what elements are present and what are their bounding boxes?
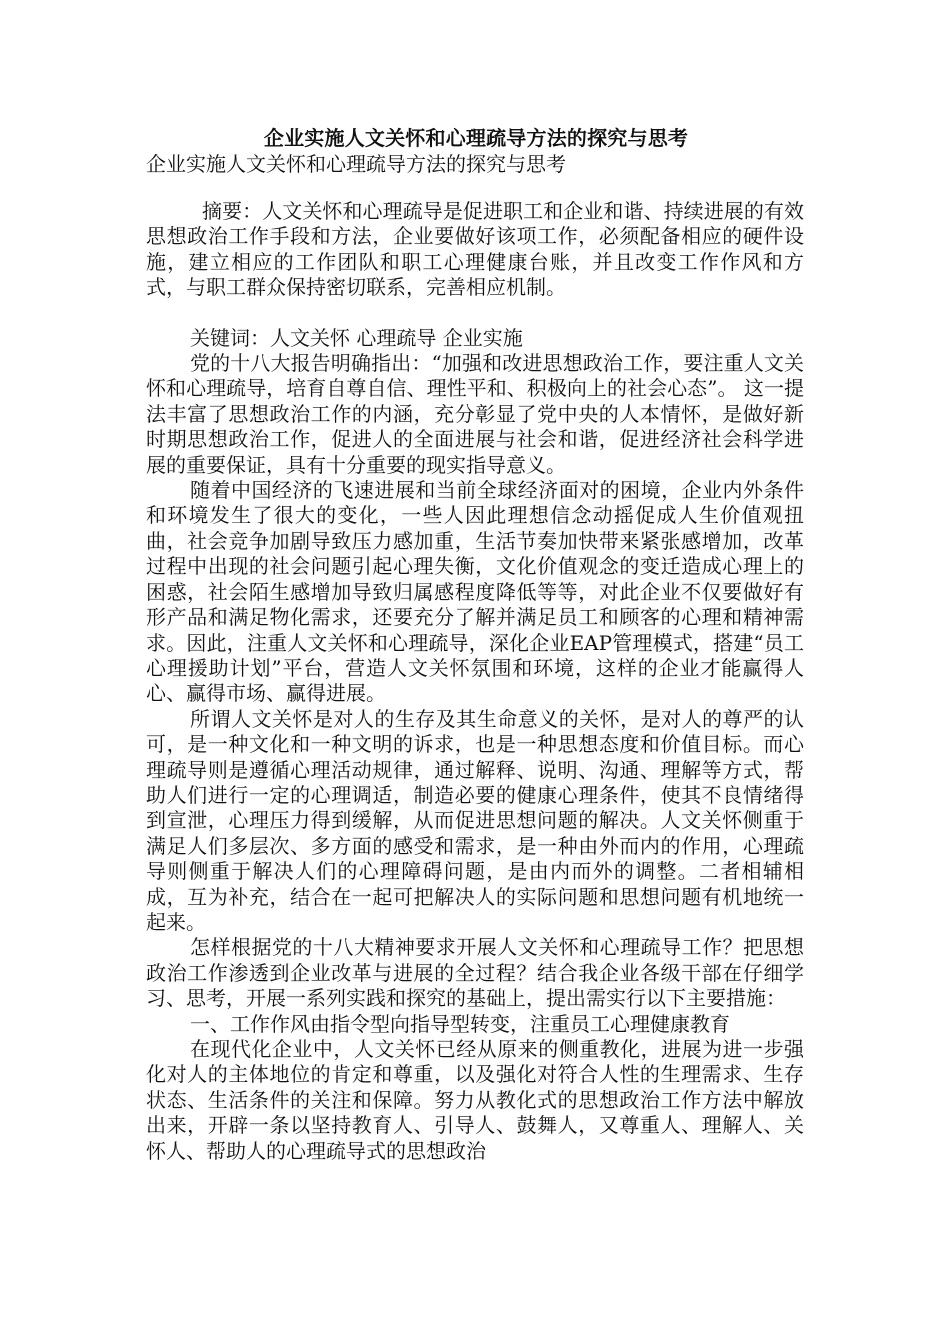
body-paragraph: 在现代化企业中，人文关怀已经从原来的侧重教化，进展为进一步强化对人的主体地位的肯定和尊重，以及强化对符合人性的生理需求、生存状态、生活条件的关注和保障。努力从教化式的思想政治工作方法中解放出来，开辟一条以坚持教育人、引导人、鼓舞人，又尊重人、理解人、关怀人、帮助人的心理疏导式的思想政治 [146, 1037, 804, 1163]
body-paragraph: 党的十八大报告明确指出：“加强和改进思想政治工作，要注重人文关怀和心理疏导，培育自尊自信、理性平和、积极向上的社会心态”。 这一提法丰富了思想政治工作的内涵，充分彰显了党中央的人本情怀，是做好新时期思想政治工作，促进人的全面进展与社会和谐，促进经济社会科学进展的重要保证，具有十分重要的现实指导意义。 [146, 351, 804, 477]
body-paragraph: 怎样根据党的十八大精神要求开展人文关怀和心理疏导工作？把思想政治工作渗透到企业改革与进展的全过程？结合我企业各级干部在仔细学习、思考，开展一系列实践和探究的基础上，提出需实行以下主要措施： [146, 935, 804, 1011]
abstract-paragraph: 摘要：人文关怀和心理疏导是促进职工和企业和谐、持续进展的有效思想政治工作手段和方法，企业要做好该项工作，必须配备相应的硬件设施，建立相应的工作团队和职工心理健康台账，并且改变工作作风和方式，与职工群众保持密切联系，完善相应机制。 [146, 199, 804, 300]
keywords-line: 关键词：人文关怀 心理疏导 企业实施 [190, 325, 523, 350]
body-paragraph: 随着中国经济的飞速进展和当前全球经济面对的困境，企业内外条件和环境发生了很大的变化，一些人因此理想信念动摇促成人生价值观扭曲，社会竞争加剧导致压力感加重，生活节奏加快带来紧张感增加，改革过程中出现的社会问题引起心理失衡，文化价值观念的变迁造成心理上的困惑，社会陌生感增加导致归属感程度降低等等，对此企业不仅要做好有形产品和满足物化需求，还要充分了解并满足员工和顾客的心理和精神需求。因此，注重人文关怀和心理疏导，深化企业EAP管理模式，搭建“员工心理援助计划”平台，营造人文关怀氛围和环境，这样的企业才能赢得人心、赢得市场、赢得进展。 [146, 478, 804, 706]
document-body [146, 199, 804, 1164]
document-subtitle: 企业实施人文关怀和心理疏导方法的探究与思考 [146, 152, 566, 176]
section-heading: 一、工作作风由指令型向指导型转变，注重员工心理健康教育 [190, 1011, 730, 1036]
body-paragraph: 所谓人文关怀是对人的生存及其生命意义的关怀，是对人的尊严的认可，是一种文化和一种文明的诉求，也是一种思想态度和价值目标。而心理疏导则是遵循心理活动规律，通过解释、说明、沟通、理解等方式，帮助人们进行一定的心理调适，制造必要的健康心理条件，使其不良情绪得到宣泄，心理压力得到缓解，从而促进思想问题的解决。人文关怀侧重于满足人们多层次、多方面的感受和需求，是一种由外而内的作用，心理疏导则侧重于解决人们的心理障碍问题，是由内而外的调整。二者相辅相成，互为补充，结合在一起可把解决人的实际问题和思想问题有机地统一起来。 [146, 706, 804, 934]
document-title: 企业实施人文关怀和心理疏导方法的探究与思考 [263, 126, 689, 150]
